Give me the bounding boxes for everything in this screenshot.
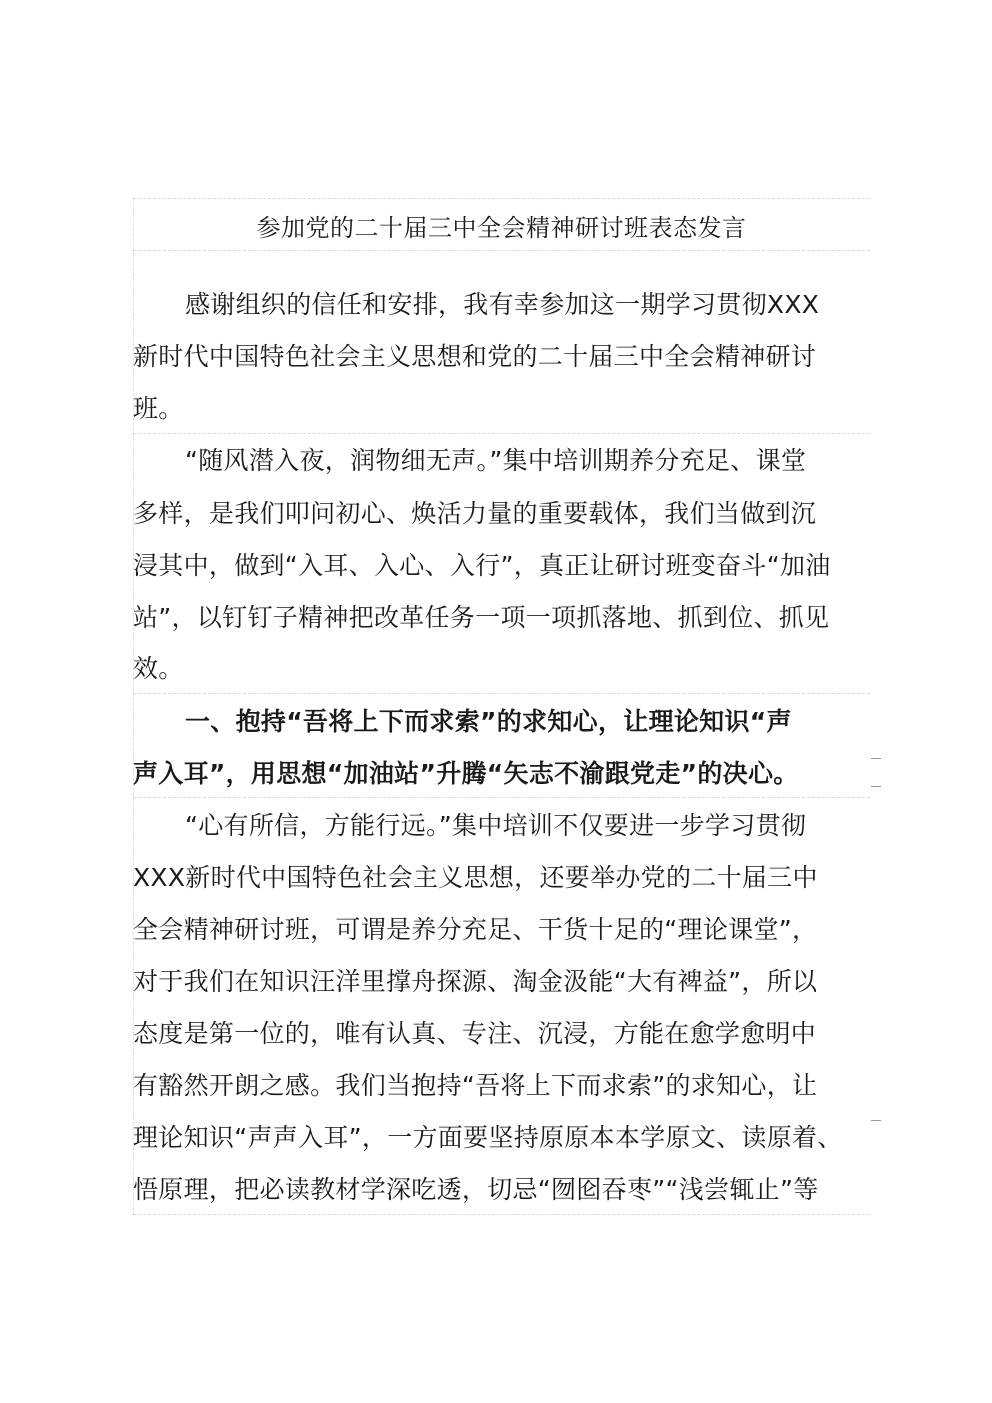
paragraph-rule	[133, 693, 870, 694]
paragraph-line: 感谢组织的信任和安排，我有幸参加这一期学习贯彻XXX	[185, 290, 820, 319]
top-rule	[133, 198, 870, 199]
margin-mark	[871, 758, 881, 759]
margin-mark	[871, 786, 881, 787]
paragraph-line: 全会精神研讨班，可谓是养分充足、干货十足的“理论课堂”，	[133, 915, 818, 944]
document-page	[133, 198, 870, 1215]
paragraph-line: 班。	[133, 394, 184, 423]
paragraph-line: 浸其中，做到“入耳、入心、入行”，真正让研讨班变奋斗“加油	[133, 551, 831, 580]
paragraph-rule	[133, 797, 870, 798]
bottom-rule	[133, 1214, 870, 1215]
paragraph-line: 悟原理，把必读教材学深吃透，切忌“囫囵吞枣”“浅尝辄止”等	[133, 1175, 819, 1204]
paragraph-rule	[133, 433, 870, 434]
paragraph-line: 态度是第一位的，唯有认真、专注、沉浸，方能在愈学愈明中	[133, 1019, 817, 1048]
paragraph-line: 站”，以钉钉子精神把改革任务一项一项抓落地、抓到位、抓见	[133, 603, 830, 632]
document-title: 参加党的二十届三中全会精神研讨班表态发言	[256, 214, 747, 242]
paragraph-line: 效。	[133, 654, 184, 683]
paragraph-line: 有豁然开朗之感。我们当抱持“吾将上下而求索”的求知心，让	[133, 1071, 818, 1100]
margin-mark	[871, 1120, 881, 1121]
title-rule	[133, 250, 870, 251]
paragraph-line: “随风潜入夜，润物细无声。”集中培训期养分充足、课堂	[185, 446, 807, 475]
paragraph-line: 理论知识“声声入耳”，一方面要坚持原原本本学原文、读原着、	[133, 1123, 843, 1152]
paragraph-line: 对于我们在知识汪洋里撑舟探源、淘金汲能“大有裨益”，所以	[133, 967, 818, 996]
paragraph-line: 新时代中国特色社会主义思想和党的二十届三中全会精神研讨	[133, 342, 817, 371]
paragraph-line: “心有所信，方能行远。”集中培训不仅要进一步学习贯彻	[185, 811, 807, 840]
paragraph-line: XXX新时代中国特色社会主义思想，还要举办党的二十届三中	[133, 863, 818, 892]
paragraph-line: 多样，是我们叩问初心、焕活力量的重要载体，我们当做到沉	[133, 499, 817, 528]
section-heading-line: 声入耳”，用思想“加油站”升腾“矢志不渝跟党走”的决心。	[133, 759, 799, 788]
section-heading-line: 一、抱持“吾将上下而求索”的求知心，让理论知识“声	[185, 707, 792, 736]
